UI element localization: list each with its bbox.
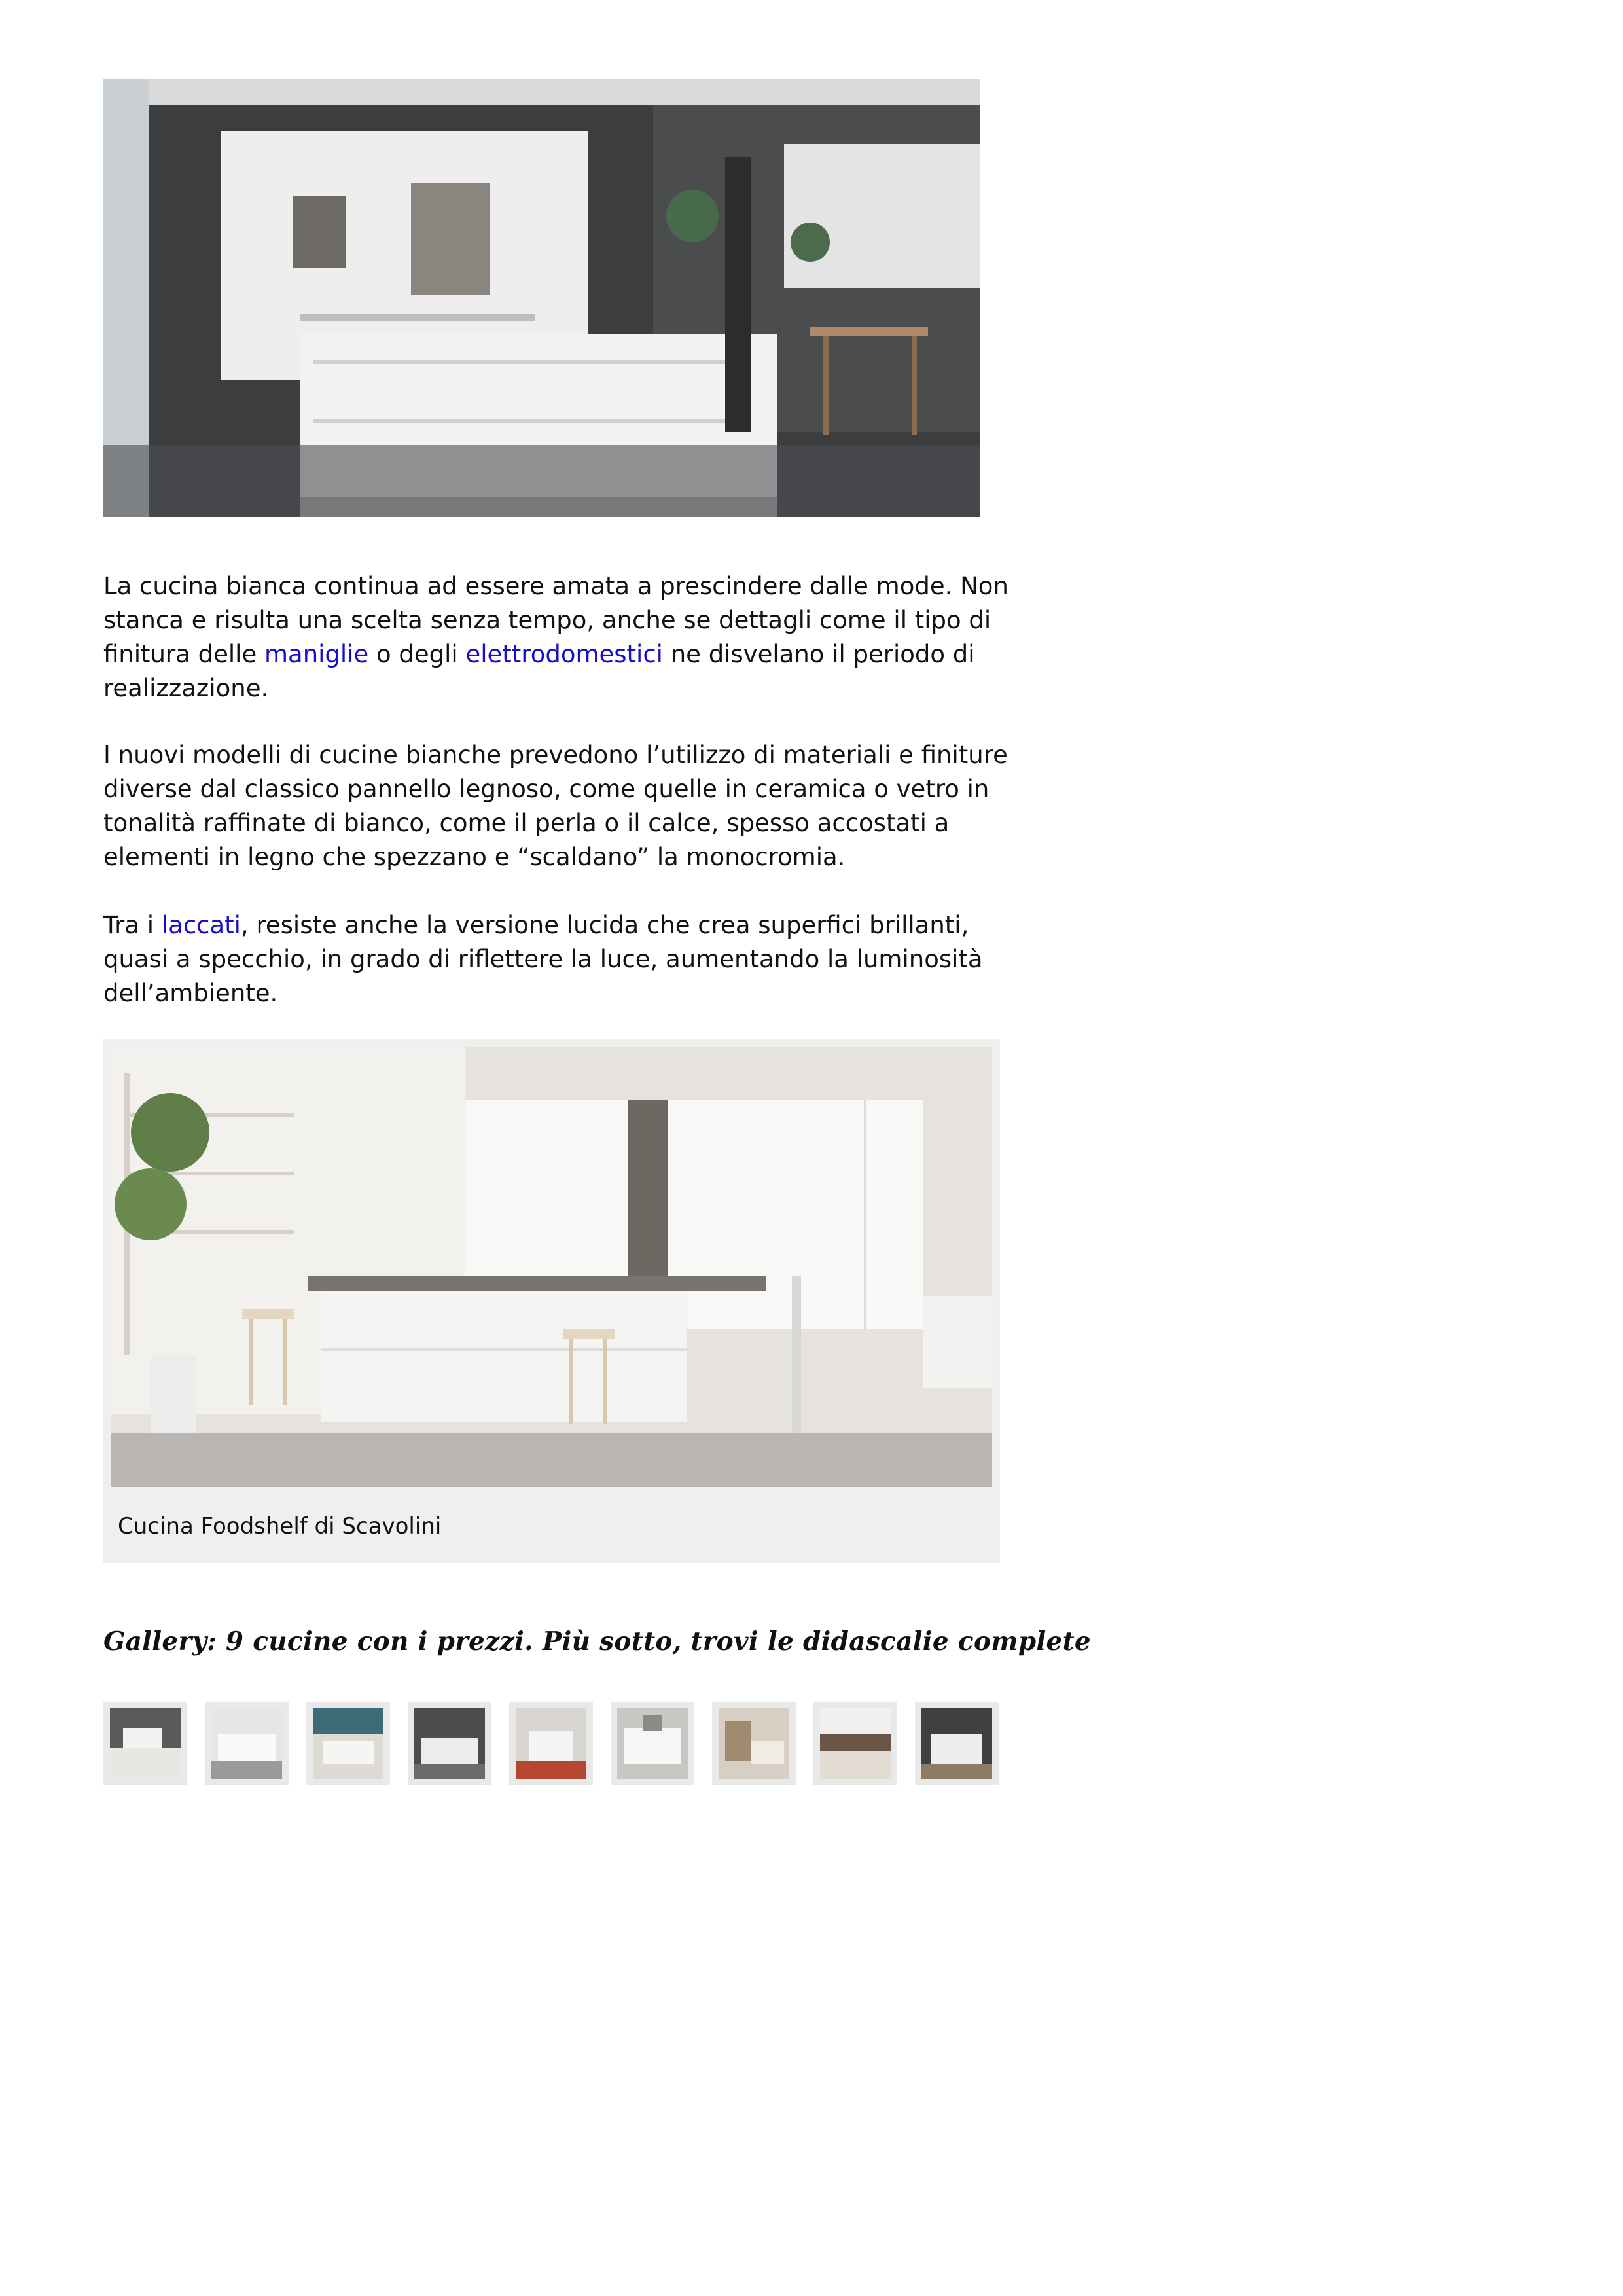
link-laccati[interactable]: laccati (161, 911, 241, 939)
gallery-thumbnail[interactable] (306, 1702, 390, 1785)
gallery-thumbnail[interactable] (712, 1702, 796, 1785)
paragraph-text: I nuovi modelli di cucine bianche prevedono l’utilizzo di materiali e finiture diverse dal classico pannello legnoso, come quelle in ceramica o vetro in tonalità raffinate di bianco, come il perla o il calce, spesso accostati a elementi in legno che spezzano e “scaldano” la monocromia. (103, 741, 1008, 871)
article-paragraph-1 (103, 569, 1020, 706)
paragraph-text: La cucina bianca continua ad essere amata a prescindere dalle mode. Non stanca e risulta una scelta senza tempo, anche se dettagli come il tipo di finitura delle (103, 572, 1008, 668)
kitchen-photo-dark-marble (103, 79, 980, 517)
article-paragraph-3 (103, 908, 1020, 1011)
gallery-title: Gallery: 9 cucine con i prezzi. Più sotto, trovi le didascalie complete (103, 1626, 1092, 1657)
gallery-thumbnail[interactable] (205, 1702, 289, 1785)
gallery-thumbnail[interactable] (915, 1702, 999, 1785)
gallery-thumbnails (103, 1702, 1000, 1785)
kitchen-photo-foodshelf (111, 1047, 992, 1487)
gallery-thumbnail[interactable] (813, 1702, 897, 1785)
paragraph-text: ne disvelano il periodo di realizzazione. (103, 640, 975, 702)
paragraph-text: , resiste anche la versione lucida che crea superfici brillanti, quasi a specchio, in grado di riflettere la luce, aumentando la luminosità dell’ambiente. (103, 911, 983, 1007)
paragraph-text: Tra i (103, 911, 162, 939)
gallery-thumbnail[interactable] (103, 1702, 187, 1785)
gallery-thumbnail[interactable] (611, 1702, 694, 1785)
article-paragraph-2 (103, 738, 1020, 874)
gallery-thumbnail[interactable] (408, 1702, 491, 1785)
link-maniglie[interactable]: maniglie (264, 640, 369, 668)
figure-caption: Cucina Foodshelf di Scavolini (118, 1513, 442, 1539)
link-elettrodomestici[interactable]: elettrodomestici (465, 640, 663, 668)
paragraph-text: o degli (368, 640, 466, 668)
gallery-thumbnail[interactable] (509, 1702, 593, 1785)
